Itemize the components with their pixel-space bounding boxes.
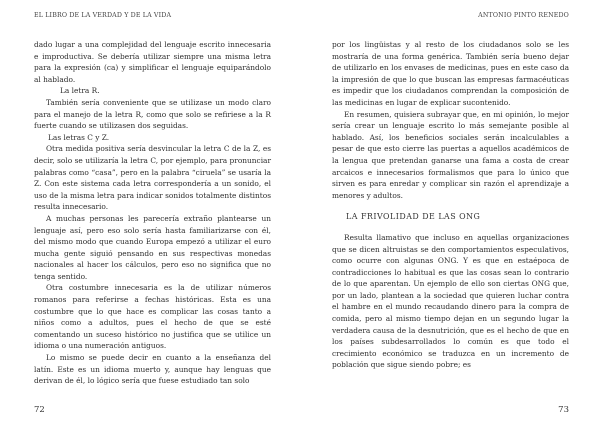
running-header-left: EL LIBRO DE LA VERDAD Y DE LA VIDA (34, 12, 172, 19)
left-page (34, 0, 271, 433)
section-heading: LA FRIVOLIDAD DE LAS ONG (346, 212, 481, 222)
paragraph: Otra costumbre innecesaria es la de utilizar números romanos para referirse a fechas históricas. Esta es una costumbre que lo que hace es complicar las cosas tanto a niños como a adultos, pues el hecho de que se esté comentando un suceso histórico no justifica que se utilice un idioma o una numeración antiguos. (34, 283, 271, 351)
paragraph: por los lingüistas y al resto de los ciudadanos solo se les mostraría de una forma genérica. También sería bueno dejar de utilizarlo en los envases de medicinas, pues en este caso da la impresión de que lo que buscan las empresas farmacéuticas es impedir que los ciudadanos comprendan la composición de las medicinas en lugar de explicar sucontenido. (332, 40, 569, 107)
subheading: Las letras C y Z. (48, 132, 110, 142)
page-number-right: 73 (558, 405, 569, 415)
paragraph: También sería conveniente que se utilizase un modo claro para el manejo de la letra R, como que solo se refiriese a la R fuerte cuando se utilizasen dos seguidas. (34, 97, 271, 131)
running-header-right: ANTONIO PINTO RENEDO (478, 12, 569, 19)
paragraph: Lo mismo se puede decir en cuanto a la enseñanza del latín. Este es un idioma muerto y, aunque hay lenguas que derivan de él, lo lógico sería que fuese estudiado tan solo (34, 353, 271, 386)
paragraph: A muchas personas les parecería extraño plantearse un lenguaje así, pero eso solo sería hasta familiarizarse con él, del mismo modo que cuando Europa empezó a utilizar el euro mucha gente siguió pensando en sus respectivas monedas nacionales al hacer los cálculos, pero eso no significa que no tenga sentido. (34, 213, 271, 281)
page-number-left: 72 (34, 405, 45, 415)
right-page (332, 0, 569, 433)
paragraph: dado lugar a una complejidad del lenguaje escrito innecesaria e improductiva. Se debería utilizar siempre una misma letra para la expresión (ca) y simplificar el lenguaje equiparándolo al hablado. (34, 40, 271, 84)
right-page-body (332, 39, 569, 371)
left-page-body (34, 39, 271, 387)
paragraph: Resulta llamativo que incluso en aquellas organizaciones que se dicen altruistas se den comportamientos especulativos, como ocurre con algunas ONG. Y es que en estaépoca de contradicciones lo habitual es que las cosas sean lo contrario de lo que aparentan. Un ejemplo de ello son ciertas ONG que, por un lado, plantean a la sociedad que quieren luchar contra el hambre en el mundo recaudando dinero para la compra de comida, pero al mismo tiempo dejan en un segundo lugar la verdadera causa de la desnutrición, que es el hecho de que en los países subdesarrollados lo común es que todo el crecimiento económico se traduzca en un incremento de población que sigue siendo pobre; es (332, 232, 569, 370)
subheading: La letra R. (60, 86, 100, 96)
paragraph: Otra medida positiva sería desvincular la letra C de la Z, es decir, solo se utilizaría la letra C, por ejemplo, para pronunciar palabras como “casa”, pero en la palabra “ciruela” se usaría la Z. Con este sistema cada letra correspondería a un sonido, el uso de la misma letra para indicar sonidos totalmente distintos resulta innecesario. (34, 144, 271, 212)
paragraph: En resumen, quisiera subrayar que, en mi opinión, lo mejor sería crear un lenguaje escrito lo más semejante posible al hablado. Así, los beneficios sociales serán incalculables a pesar de que esto cierre las puertas a aquellos académicos de la lengua que pretendan ganarse una fama a costa de crear arcaicos e innecesarios formalismos que para lo único que sirven es para enredar y complicar sin razón el aprendizaje a menores y adultos. (332, 109, 569, 200)
